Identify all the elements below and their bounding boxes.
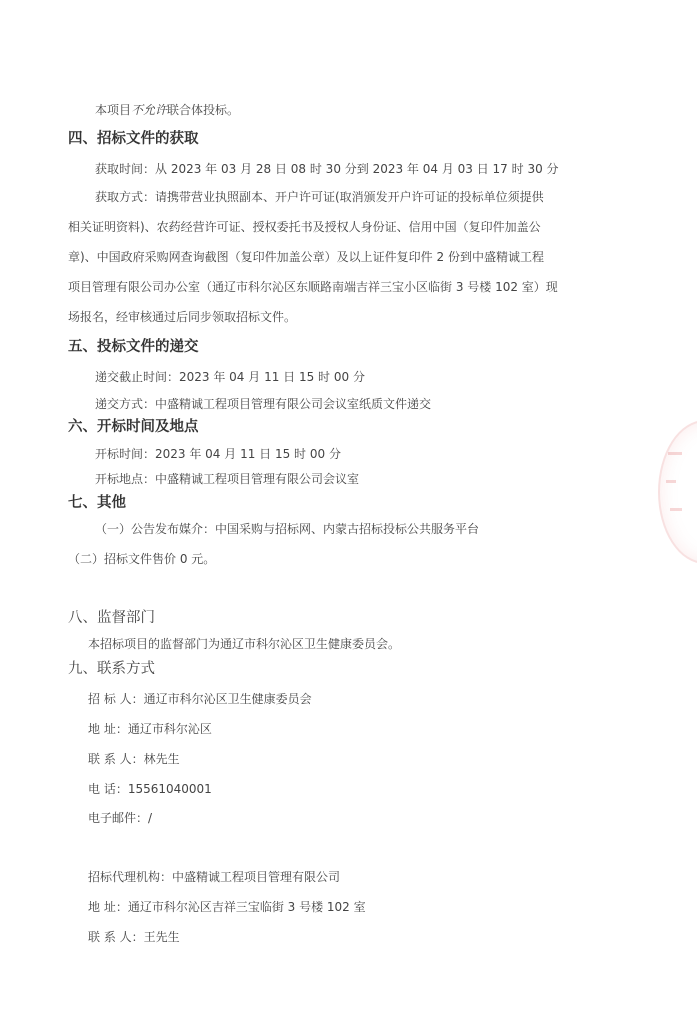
- stamp-mark: [670, 508, 682, 511]
- stamp-mark: [668, 452, 682, 455]
- opening-place: 开标地点：中盛精诚工程项目管理有限公司会议室: [95, 472, 360, 486]
- contact-person: 联 系 人：林先生: [88, 752, 180, 766]
- intro-line: 本项目不允许联合体投标。: [95, 103, 240, 117]
- agency-address: 地 址：通辽市科尔沁区吉祥三宝临街 3 号楼 102 室: [88, 900, 366, 914]
- section-4-heading: 四、招标文件的获取: [68, 131, 199, 147]
- agency-name: 招标代理机构：中盛精诚工程项目管理有限公司: [88, 870, 341, 884]
- acquisition-method-line-4: 项目管理有限公司办公室（通辽市科尔沁区东顺路南端吉祥三宝小区临街 3 号楼 102 室）现: [68, 280, 558, 294]
- agency-contact: 联 系 人：王先生: [88, 930, 180, 944]
- section-6-heading: 六、开标时间及地点: [68, 419, 199, 435]
- contact-tenderer: 招 标 人：通辽市科尔沁区卫生健康委员会: [88, 692, 312, 706]
- other-item-2: （二）招标文件售价 0 元。: [68, 552, 216, 566]
- acquisition-time: 获取时间：从 2023 年 03 月 28 日 08 时 30 分到 2023 年 04 月 03 日 17 时 30 分: [95, 162, 559, 176]
- acquisition-method-line-1: 获取方式：请携带营业执照副本、开户许可证(取消颁发开户许可证的投标单位须提供: [95, 190, 544, 204]
- submission-method: 递交方式：中盛精诚工程项目管理有限公司会议室纸质文件递交: [95, 397, 432, 411]
- supervision-text: 本招标项目的监督部门为通辽市科尔沁区卫生健康委员会。: [88, 637, 401, 651]
- submission-deadline: 递交截止时间：2023 年 04 月 11 日 15 时 00 分: [95, 370, 365, 384]
- contact-address: 地 址：通辽市科尔沁区: [88, 722, 212, 736]
- section-5-heading: 五、投标文件的递交: [68, 339, 199, 355]
- contact-phone: 电 话：15561040001: [88, 782, 212, 796]
- acquisition-method-line-2: 相关证明资料)、农药经营许可证、授权委托书及授权人身份证、信用中国（复印件加盖公: [68, 220, 541, 234]
- opening-time: 开标时间：2023 年 04 月 11 日 15 时 00 分: [95, 447, 341, 461]
- stamp-mark: [666, 480, 676, 483]
- other-item-1: （一）公告发布媒介：中国采购与招标网、内蒙古招标投标公共服务平台: [95, 522, 480, 536]
- acquisition-method-line-5: 场报名，经审核通过后同步领取招标文件。: [68, 310, 297, 324]
- section-9-heading: 九、联系方式: [68, 661, 155, 677]
- red-seal-stamp: [658, 420, 697, 564]
- contact-email: 电子邮件：/: [88, 811, 153, 825]
- acquisition-method-line-3: 章)、中国政府采购网查询截图（复印件加盖公章）及以上证件复印件 2 份到中盛精诚工程: [68, 250, 544, 264]
- section-7-heading: 七、其他: [68, 495, 126, 511]
- section-8-heading: 八、监督部门: [68, 610, 155, 626]
